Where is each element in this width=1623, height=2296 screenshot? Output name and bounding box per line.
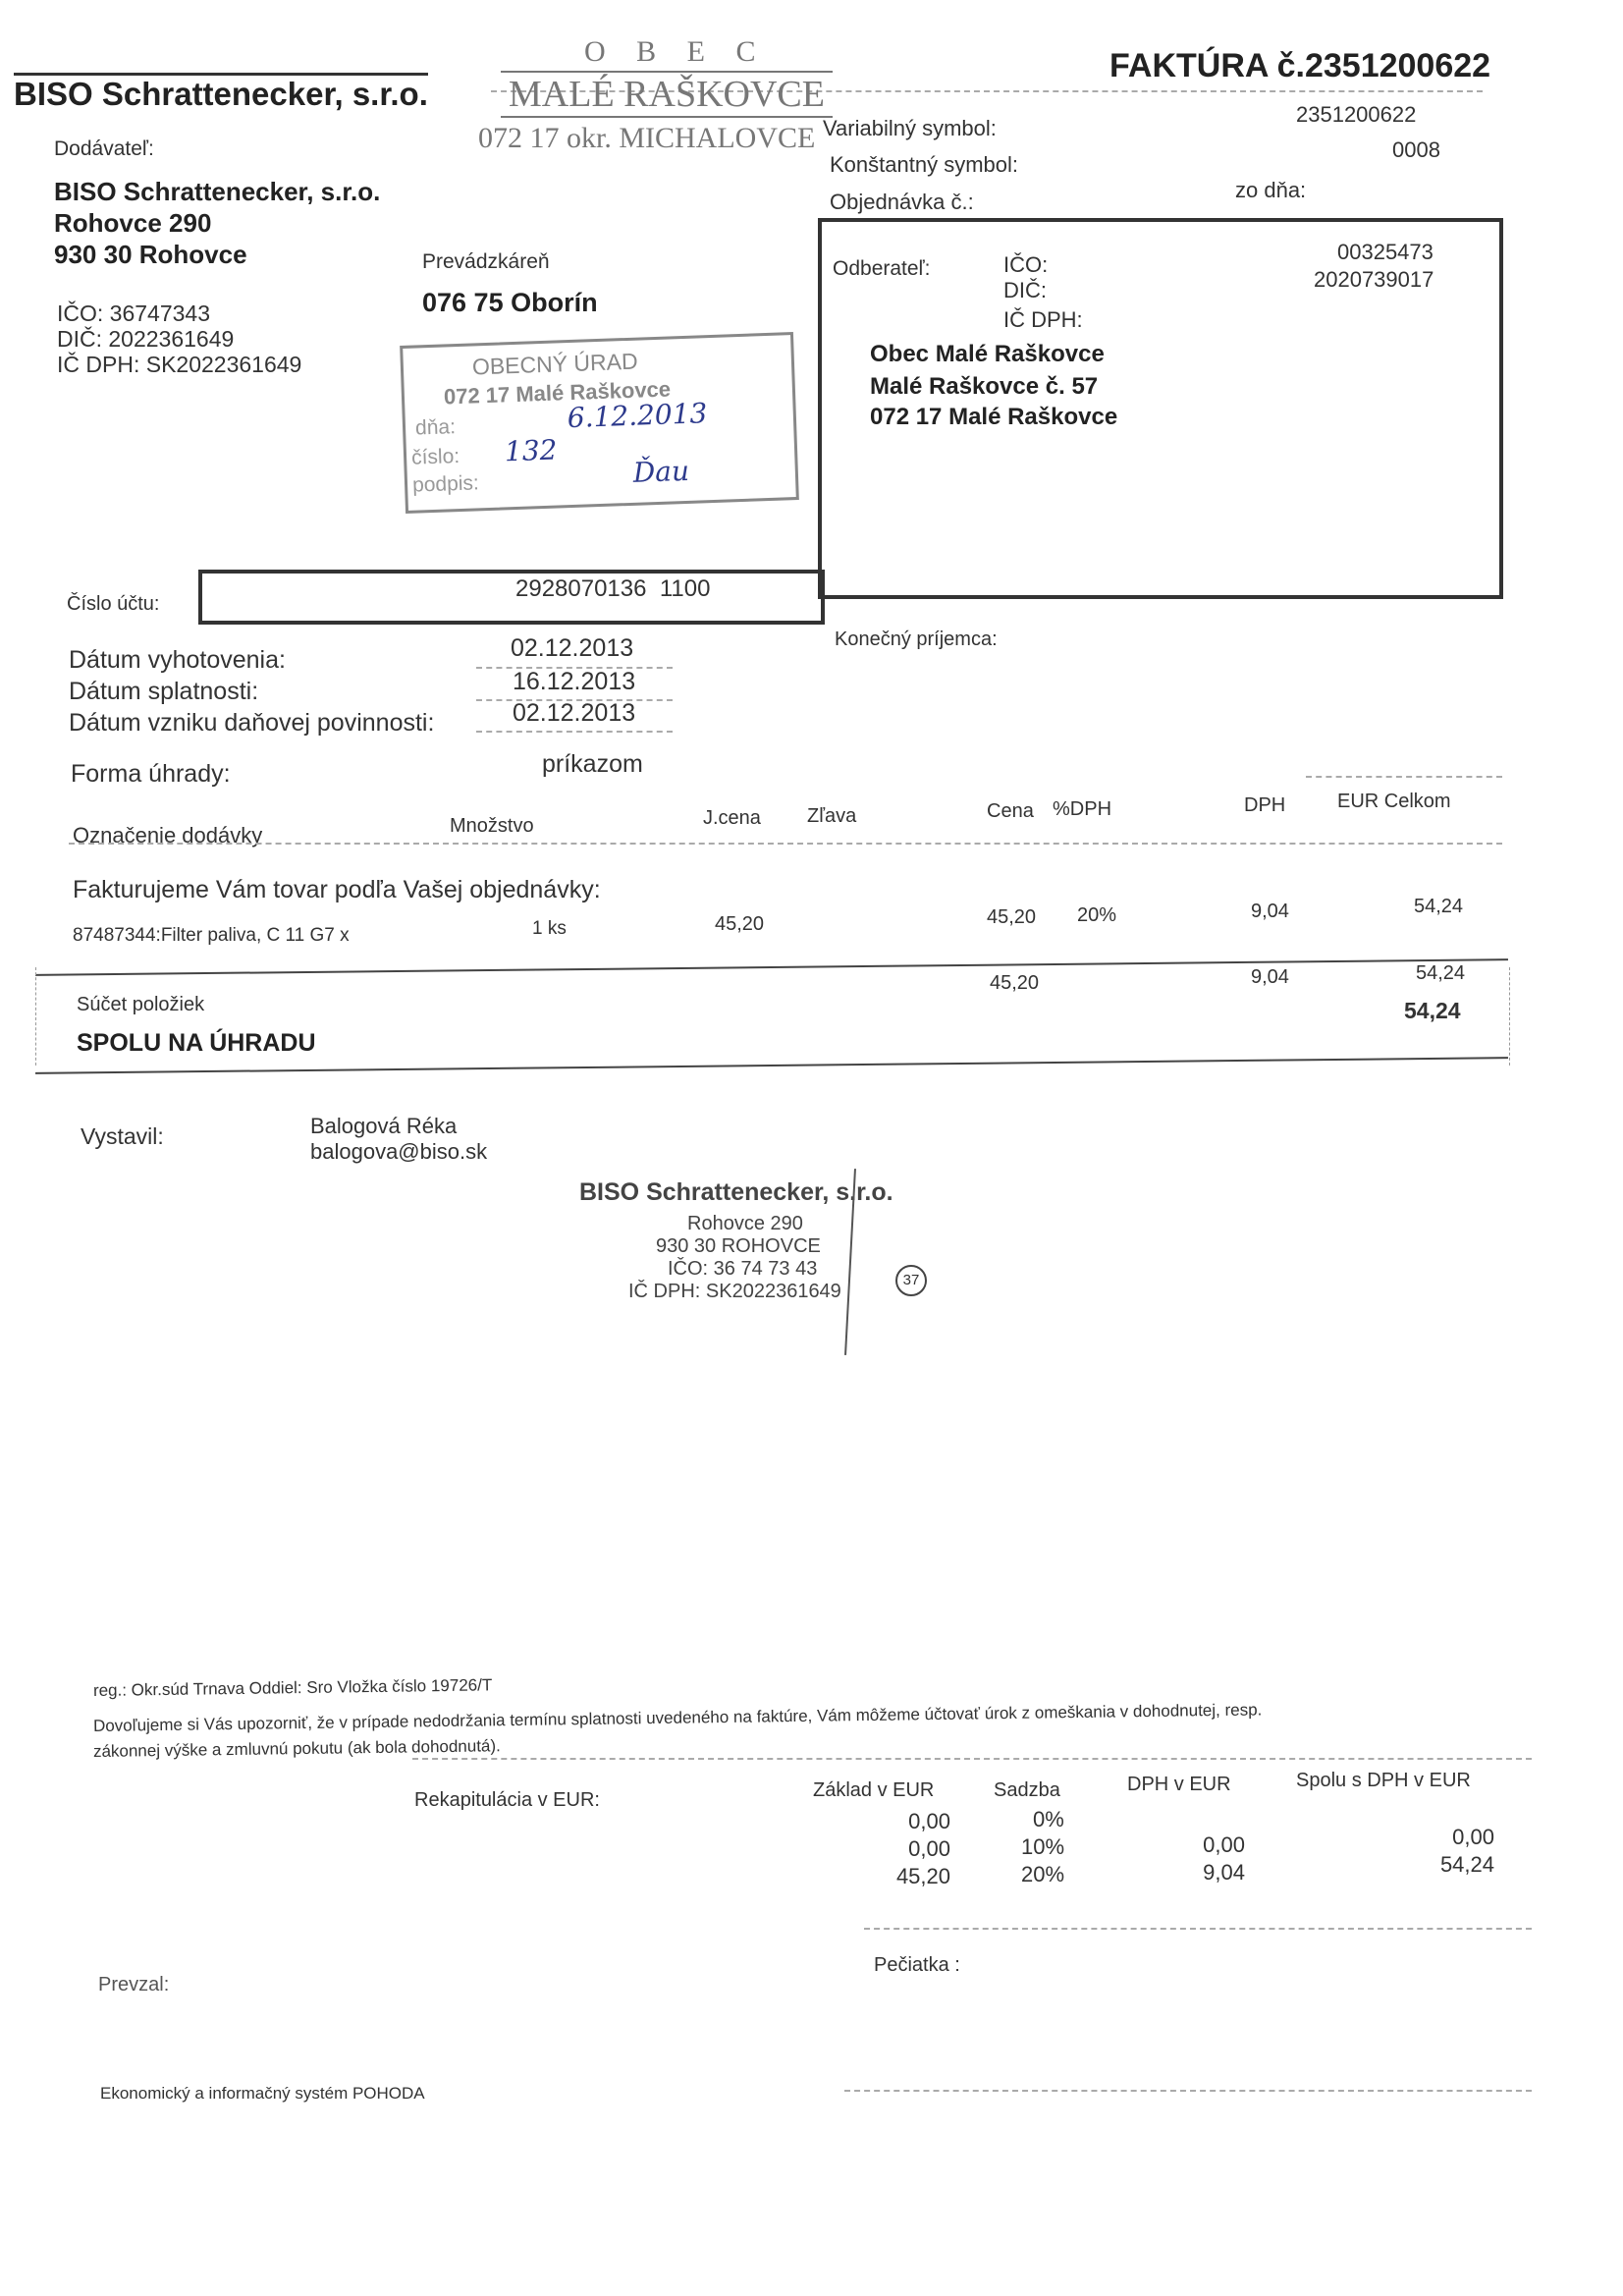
date-tax-label: Dátum vzniku daňovej povinnosti: xyxy=(69,709,435,737)
col-header-total: EUR Celkom xyxy=(1337,791,1451,812)
payment-label: Forma úhrady: xyxy=(71,760,231,788)
table-header-divider xyxy=(69,843,1502,845)
recap-header-vat: DPH v EUR xyxy=(1127,1774,1231,1795)
sum-label: Súčet položiek xyxy=(77,994,205,1015)
account-value: 2928070136 1100 xyxy=(515,575,711,602)
invoice-title: FAKTÚRA č.2351200622 xyxy=(1109,47,1491,84)
account-box xyxy=(198,570,825,625)
sum-vat: 9,04 xyxy=(1251,966,1289,988)
sum-price: 45,20 xyxy=(990,972,1040,994)
payment-divider xyxy=(1306,776,1502,778)
grand-total-value: 54,24 xyxy=(1404,998,1461,1023)
establishment-value: 076 75 Oborín xyxy=(422,288,598,317)
constant-symbol-label: Konštantný symbol: xyxy=(830,152,1018,177)
issuer-label: Vystavil: xyxy=(81,1123,164,1149)
received-signature: Ďau xyxy=(632,454,690,489)
company-logo: BISO Schrattenecker, s.r.o. xyxy=(14,73,428,113)
signature-divider xyxy=(864,1928,1532,1930)
date-issued-label: Dátum vyhotovenia: xyxy=(69,646,286,674)
date-due-value: 16.12.2013 xyxy=(513,668,636,695)
recap-header-total: Spolu s DPH v EUR xyxy=(1296,1770,1471,1791)
establishment-label: Prevádzkáreň xyxy=(422,250,550,273)
item-vat-pct: 20% xyxy=(1077,904,1117,926)
col-header-unit-price: J.cena xyxy=(703,807,761,829)
col-header-discount: Zľava xyxy=(807,805,857,827)
supplier-dic: DIČ: 2022361649 xyxy=(57,326,235,352)
grand-total-label: SPOLU NA ÚHRADU xyxy=(77,1029,316,1057)
col-header-vat: DPH xyxy=(1244,794,1286,816)
items-intro: Fakturujeme Vám tovar podľa Vašej objednávky: xyxy=(73,876,601,903)
order-number-label: Objednávka č.: xyxy=(830,190,974,214)
item-total: 54,24 xyxy=(1414,896,1464,917)
recap-label: Rekapitulácia v EUR: xyxy=(414,1789,600,1811)
customer-ico-value: 00325473 xyxy=(1337,240,1434,264)
payment-value: príkazom xyxy=(542,750,643,778)
recap-divider xyxy=(412,1758,1532,1760)
stamp-label: Pečiatka : xyxy=(874,1954,960,1976)
customer-label: Odberateľ: xyxy=(833,257,931,280)
supplier-ico: IČO: 36747343 xyxy=(57,301,211,326)
col-header-qty: Množstvo xyxy=(450,815,534,837)
constant-symbol-value: 0008 xyxy=(1392,137,1440,162)
notice-line1: Dovoľujeme si Vás upozorniť, že v prípade nedodržania termínu splatnosti uvedeného na faktúre, Vám môžeme účtovať úrok z omeškania v dohodnutej, resp. xyxy=(92,1700,1263,1735)
variable-symbol-value: 2351200622 xyxy=(1296,102,1417,127)
notice-line2: zákonnej výške a zmluvnú pokutu (ak bola dohodnutá). xyxy=(92,1736,501,1761)
date-tax-value: 02.12.2013 xyxy=(513,699,636,727)
order-date-label: zo dňa: xyxy=(1235,178,1307,202)
customer-city: 072 17 Malé Raškovce xyxy=(870,404,1118,430)
col-header-item: Označenie dodávky xyxy=(73,823,263,847)
supplier-street: Rohovce 290 xyxy=(54,208,212,238)
item-qty: 1 ks xyxy=(532,918,567,939)
supplier-name: BISO Schrattenecker, s.r.o. xyxy=(54,177,381,206)
customer-street: Malé Raškovce č. 57 xyxy=(870,373,1099,400)
software-credit: Ekonomický a informačný systém POHODA xyxy=(100,2084,425,2103)
item-vat: 9,04 xyxy=(1251,901,1289,922)
recap-header-base: Základ v EUR xyxy=(813,1779,935,1801)
issuer-email: balogova@biso.sk xyxy=(310,1139,488,1164)
customer-dic-label: DIČ: xyxy=(1003,278,1047,302)
final-recipient-label: Konečný príjemca: xyxy=(835,629,998,650)
variable-symbol-label: Variabilný symbol: xyxy=(823,116,997,140)
received-stamp: OBECNÝ ÚRAD 072 17 Malé Raškovce dňa: 6.12.2013 číslo: 132 podpis: Ďau xyxy=(400,332,799,514)
received-date: 6.12.2013 xyxy=(567,397,708,435)
registration-text: reg.: Okr.súd Trnava Oddiel: Sro Vložka číslo 19726/T xyxy=(92,1675,493,1700)
received-by-label: Prevzal: xyxy=(98,1974,170,1995)
stamp-number-circle: 37 xyxy=(895,1265,927,1296)
supplier-label: Dodávateľ: xyxy=(54,137,154,160)
footer-divider xyxy=(844,2090,1532,2092)
issuer-name: Balogová Réka xyxy=(310,1114,458,1138)
sum-total: 54,24 xyxy=(1416,962,1466,984)
date-issued-value: 02.12.2013 xyxy=(511,634,634,662)
received-number: 132 xyxy=(504,433,558,468)
account-label: Číslo účtu: xyxy=(67,593,160,615)
customer-name: Obec Malé Raškovce xyxy=(870,341,1105,367)
recap-header-rate: Sadzba xyxy=(994,1779,1060,1801)
item-price: 45,20 xyxy=(987,906,1037,928)
supplier-city: 930 30 Rohovce xyxy=(54,240,247,269)
customer-icdph-label: IČ DPH: xyxy=(1003,307,1083,332)
item-name: 87487344:Filter paliva, C 11 G7 x xyxy=(73,925,350,946)
col-header-price: Cena xyxy=(987,800,1034,822)
date-due-label: Dátum splatnosti: xyxy=(69,678,259,705)
supplier-icdph: IČ DPH: SK2022361649 xyxy=(57,352,302,377)
date-divider xyxy=(476,731,673,733)
customer-ico-label: IČO: xyxy=(1003,252,1049,277)
col-header-vat-pct: %DPH xyxy=(1053,798,1112,820)
item-unit-price: 45,20 xyxy=(715,913,765,935)
customer-dic-value: 2020739017 xyxy=(1314,267,1434,292)
